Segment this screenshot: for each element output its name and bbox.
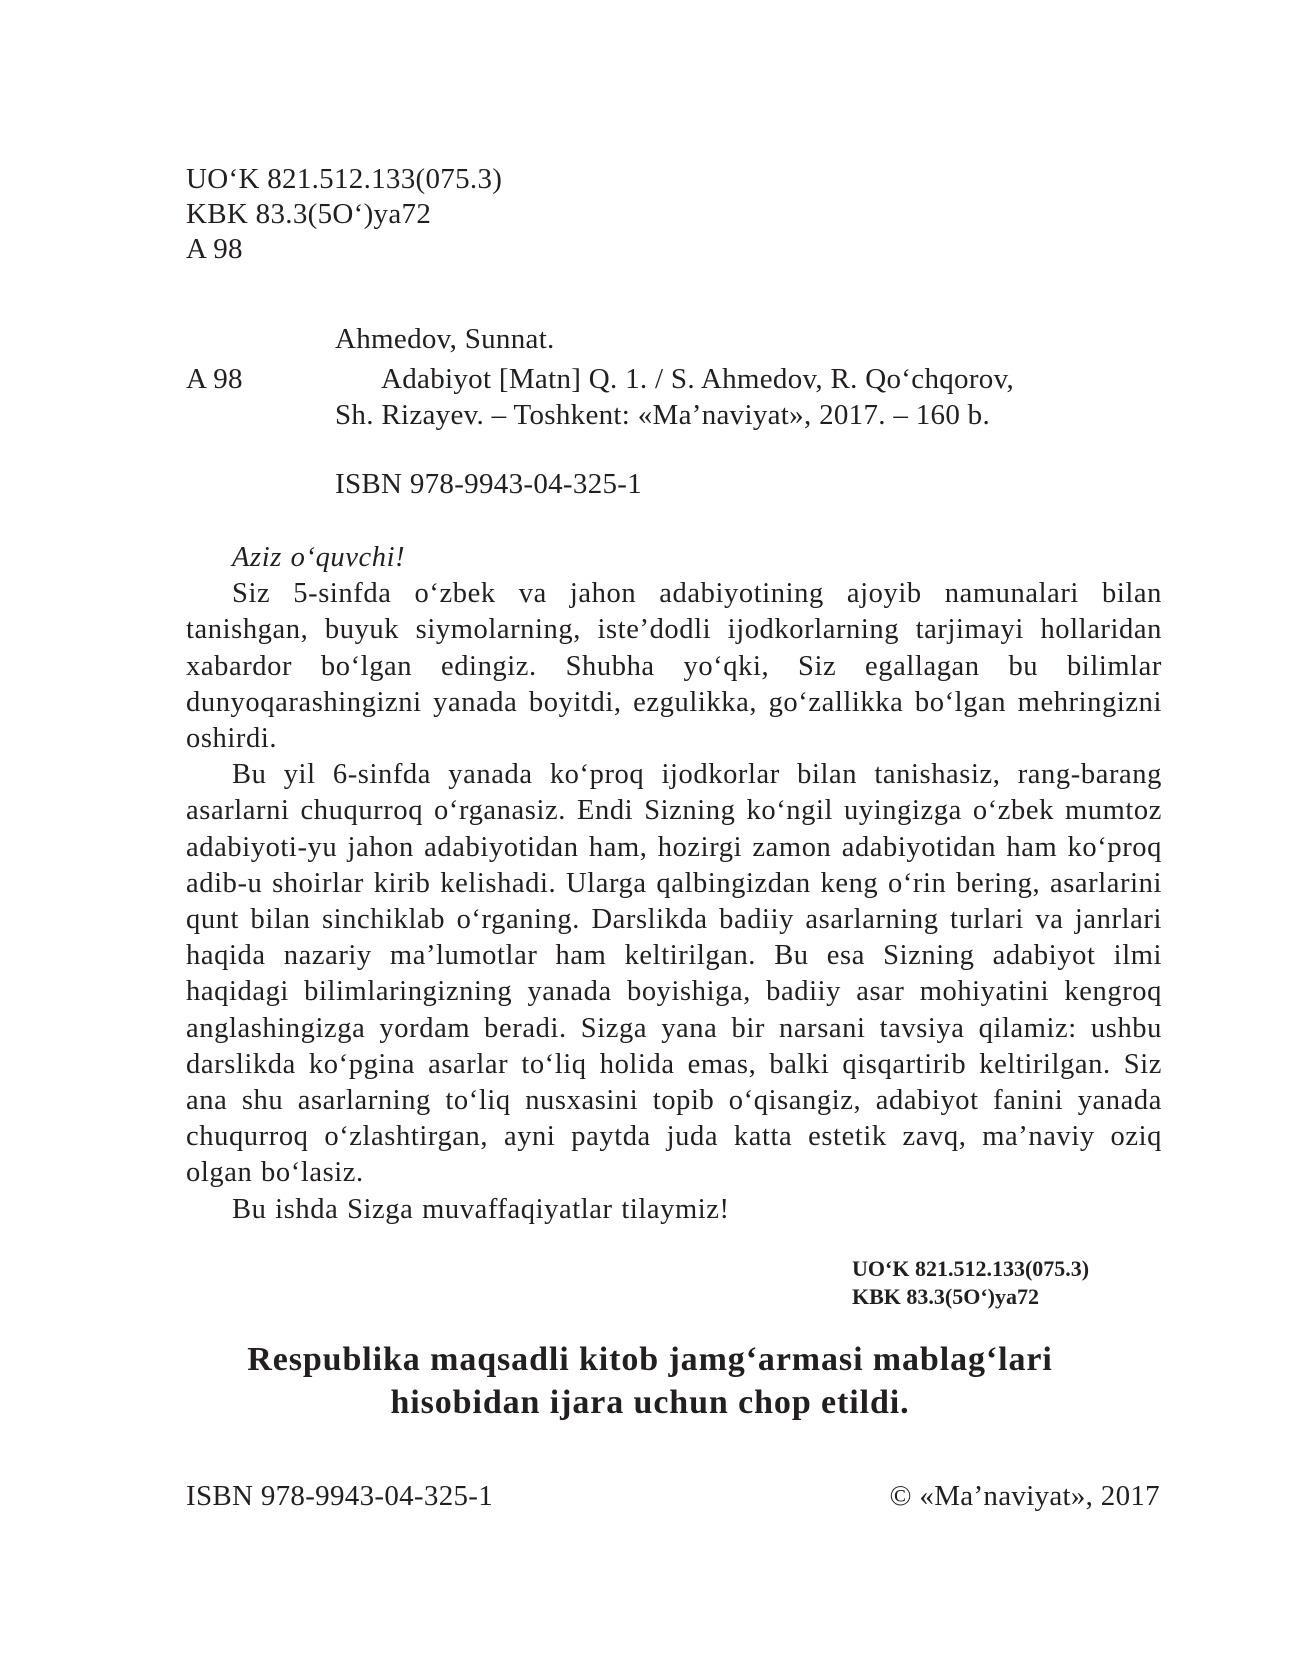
book-description-line1: Adabiyot [Matn] Q. 1. / S. Ahmedov, R. Qo‘chqorov,: [381, 363, 1015, 395]
book-description-line2: Sh. Rizayev. – Toshkent: «Ma’naviyat», 2017. – 160 b.: [335, 399, 991, 431]
kbk-code: KBK 83.3(5O‘)ya72: [186, 198, 432, 230]
classification-block: [186, 162, 502, 267]
preface-greeting: Aziz o‘quvchi!: [232, 542, 406, 573]
uok-code: UO‘K 821.512.133(075.3): [186, 163, 503, 195]
preface-closing: Bu ishda Sizga muvaffaqiyatlar tilaymiz!: [232, 1193, 730, 1225]
preface-paragraph-1: Siz 5-sinfda o‘zbek va jahon adabiyotining ajoyib namunalari bilan tanishgan, buyuk siymolarning, iste’dodli ijodkorlarning tarjimayi hollaridan xabardor bo‘lgan edingiz. Shubha yo‘qki, Siz egallagan bu bilimlar dunyoqarashingizni yanada boyitdi, ezgulikka, go‘zallikka bo‘lgan mehringizni oshirdi.: [186, 578, 1162, 755]
preface-paragraph-2: Bu yil 6-sinfda yanada ko‘proq ijodkorlar bilan tanishasiz, rang-barang asarlarni chuqurroq o‘rganasiz. Endi Sizning ko‘ngil uyingizga o‘zbek mumtoz adabiyoti-yu jahon adabiyotidan ham, hozirgi zamon adabiyotidan ham ko‘proq adib-u shoirlar kirib kelishadi. Ularga qalbingizdan keng o‘rin bering, asarlarini qunt bilan sinchiklab o‘rganing. Darslikda badiiy asarlarning turlari va janrlari haqida nazariy ma’lumotlar ham keltirilgan. Bu esa Sizning adabiyot ilmi haqidagi bilimlaringizning yanada boyishiga, badiiy asar mohiyatini kengroq anglashingizga yordam beradi. Sizga yana bir narsani tavsiya qilamiz: ushbu darslikda ko‘pgina asarlar to‘liq holida emas, balki qisqartirib keltirilgan. Siz ana shu asarlarning to‘liq nusxasini topib o‘qisangiz, adabiyot fanini yanada chuqurroq o‘zlashtirgan, ayni paytda juda katta estetik zavq, ma’naviy oziq olgan bo‘lasiz.: [186, 759, 1162, 1189]
classification-bold-block: [852, 1255, 1089, 1311]
funding-notice-line1: Respublika maqsadli kitob jamg‘armasi mablag‘lari: [247, 1341, 1053, 1378]
preface: [186, 540, 1162, 1228]
isbn-record: ISBN 978-9943-04-325-1: [335, 468, 643, 500]
funding-notice-line2: hisobidan ijara uchun chop etildi.: [390, 1384, 910, 1421]
footer-isbn: ISBN 978-9943-04-325-1: [186, 1480, 494, 1512]
kbk-code-bold: KBK 83.3(5O‘)ya72: [852, 1284, 1039, 1309]
author-mark-side: A 98: [186, 363, 243, 395]
uok-code-bold: UO‘K 821.512.133(075.3): [852, 1256, 1090, 1281]
funding-notice: [150, 1338, 1150, 1424]
footer-copyright: © «Ma’naviyat», 2017: [889, 1480, 1160, 1512]
author-name: Ahmedov, Sunnat.: [335, 323, 555, 355]
author-mark: A 98: [186, 233, 243, 265]
